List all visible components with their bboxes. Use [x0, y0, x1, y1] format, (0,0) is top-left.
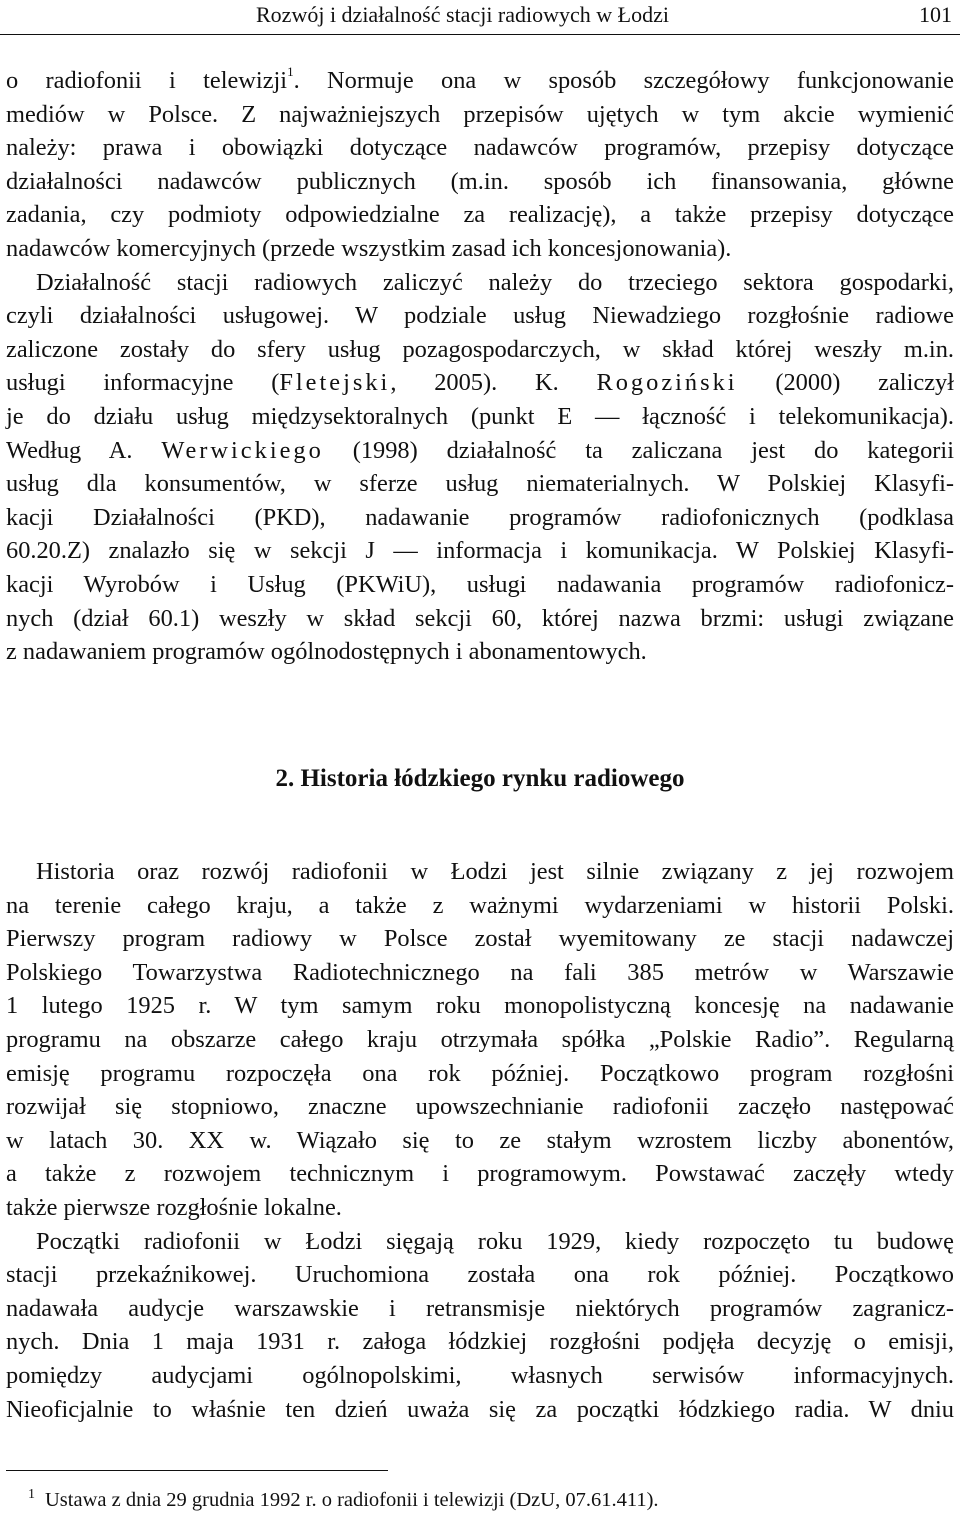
text-line: kacji Wyrobów i Usług (PKWiU), usługi nadawania programów radiofonicz- [6, 570, 954, 598]
text-line: je do działu usług międzysektoralnych (punkt E — łączność i telekomunikacja). [6, 402, 954, 430]
text-line: Pierwszy program radiowy w Polsce został wyemitowany ze stacji nadawczej [6, 925, 954, 953]
running-title: Rozwój i działalność stacji radiowych w Łodzi [256, 2, 669, 27]
footnote-reference: 1 [287, 63, 294, 79]
text-line: a także z rozwojem technicznym i programowym. Powstawać zaczęły wtedy [6, 1160, 954, 1188]
text-line: mediów w Polsce. Z najważniejszych przepisów ujętych w tym akcie wymienić [6, 100, 954, 128]
text-line: rozwijał się stopniowo, znaczne upowszechnianie radiofonii zaczęło następować [6, 1093, 954, 1121]
text-line: na terenie całego kraju, a także z ważnymi wydarzeniami w historii Polski. [6, 891, 954, 919]
text-line: w latach 30. XX w. Wiązało się to ze stałym wzrostem liczby abonentów, [6, 1126, 954, 1154]
text-line: zaliczone zostały do sfery usług pozagospodarczych, w skład której weszły m.in. [6, 335, 954, 363]
text-line: usług dla konsumentów, w sferze usług niematerialnych. W Polskiej Klasyfi- [6, 470, 954, 498]
text-line: także pierwsze rozgłośnie lokalne. [6, 1193, 342, 1221]
text-line: emisję programu rozpoczęła ona rok później. Początkowo program rozgłośni [6, 1059, 954, 1087]
text-line: należy: prawa i obowiązki dotyczące nadawców programów, przepisy dotyczące [6, 134, 954, 162]
text-line: nadawała audycje warszawskie i retransmisje niektórych programów zagranicz- [6, 1294, 954, 1322]
text-line: nadawców komercyjnych (przede wszystkim zasad ich koncesjonowania). [6, 234, 732, 262]
body-section-2 [6, 855, 954, 1426]
text-line: stacji przekaźnikowej. Uruchomiona została ona rok później. Początkowo [6, 1261, 954, 1289]
footnote-text: Ustawa z dnia 29 grudnia 1992 r. o radiofonii i telewizji (DzU, 07.61.411). [45, 1489, 659, 1511]
body-section-1 [6, 64, 954, 669]
text-line: zadania, czy podmioty odpowiedzialne za realizację), a także przepisy dotyczące [6, 201, 954, 229]
text-line: Historia oraz rozwój radiofonii w Łodzi jest silnie związany z jej rozwojem [36, 858, 954, 885]
text-line: Nieoficjalnie to właśnie ten dzień uważa się za początki łódzkiego radia. W dniu [6, 1395, 954, 1423]
page-number: 101 [919, 2, 952, 27]
text-line: czyli działalności usługowej. W podziale usług Niewadziego rozgłośnie radiowe [6, 302, 954, 330]
text-line: programu na obszarze całego kraju otrzymała spółka „Polskie Radio”. Regularną [6, 1025, 954, 1053]
text-line: Polskiego Towarzystwa Radiotechnicznego na fali 385 metrów w Warszawie [6, 958, 954, 986]
text-line: kacji Działalności (PKD), nadawanie programów radiofonicznych (podklasa [6, 503, 954, 531]
spaced-author-name: Werwickiego [161, 436, 324, 464]
footnote [28, 1486, 659, 1517]
spaced-author-name: Rogoziński [596, 369, 738, 397]
text-line: usługi informacyjne (Fletejski, 2005). K. Rogoziński (2000) zaliczył [6, 369, 954, 397]
text-line: o radiofonii i telewizji$^1$. Normuje ona w sposób szczegółowy funkcjonowanie [6, 63, 954, 94]
text-line: Początki radiofonii w Łodzi sięgają roku 1929, kiedy rozpoczęto tu budowę [36, 1227, 954, 1255]
text-line: 1 lutego 1925 r. W tym samym roku monopolistyczną koncesję na nadawanie [6, 992, 954, 1020]
text-line: Działalność stacji radiowych zaliczyć należy do trzeciego sektora gospodarki, [36, 268, 954, 296]
footnote-divider [6, 1470, 388, 1471]
text-line: nych (dział 60.1) weszły w skład sekcji 60, której nazwa brzmi: usługi związane [6, 604, 954, 632]
text-line: działalności nadawców publicznych (m.in. sposób ich finansowania, główne [6, 167, 954, 195]
text-line: Według A. Werwickiego (1998) działalność ta zaliczana jest do kategorii [6, 436, 954, 464]
text-line: pomiędzy audycjami ogólnopolskimi, własnych serwisów informacyjnych. [6, 1361, 954, 1389]
section-heading: 2. Historia łódzkiego rynku radiowego [275, 765, 685, 792]
spaced-author-name: Fletejski [279, 369, 391, 397]
text-line: z nadawaniem programów ogólnodostępnych i abonamentowych. [6, 638, 647, 666]
text-line: 60.20.Z) znalazło się w sekcji J — informacja i komunikacja. W Polskiej Klasyfi- [6, 537, 954, 565]
page-header [0, 0, 960, 35]
footnote-mark: 1 [28, 1487, 35, 1502]
text-line: nych. Dnia 1 maja 1931 r. załoga łódzkiej rozgłośni podjęła decyzję o emisji, [6, 1328, 954, 1356]
